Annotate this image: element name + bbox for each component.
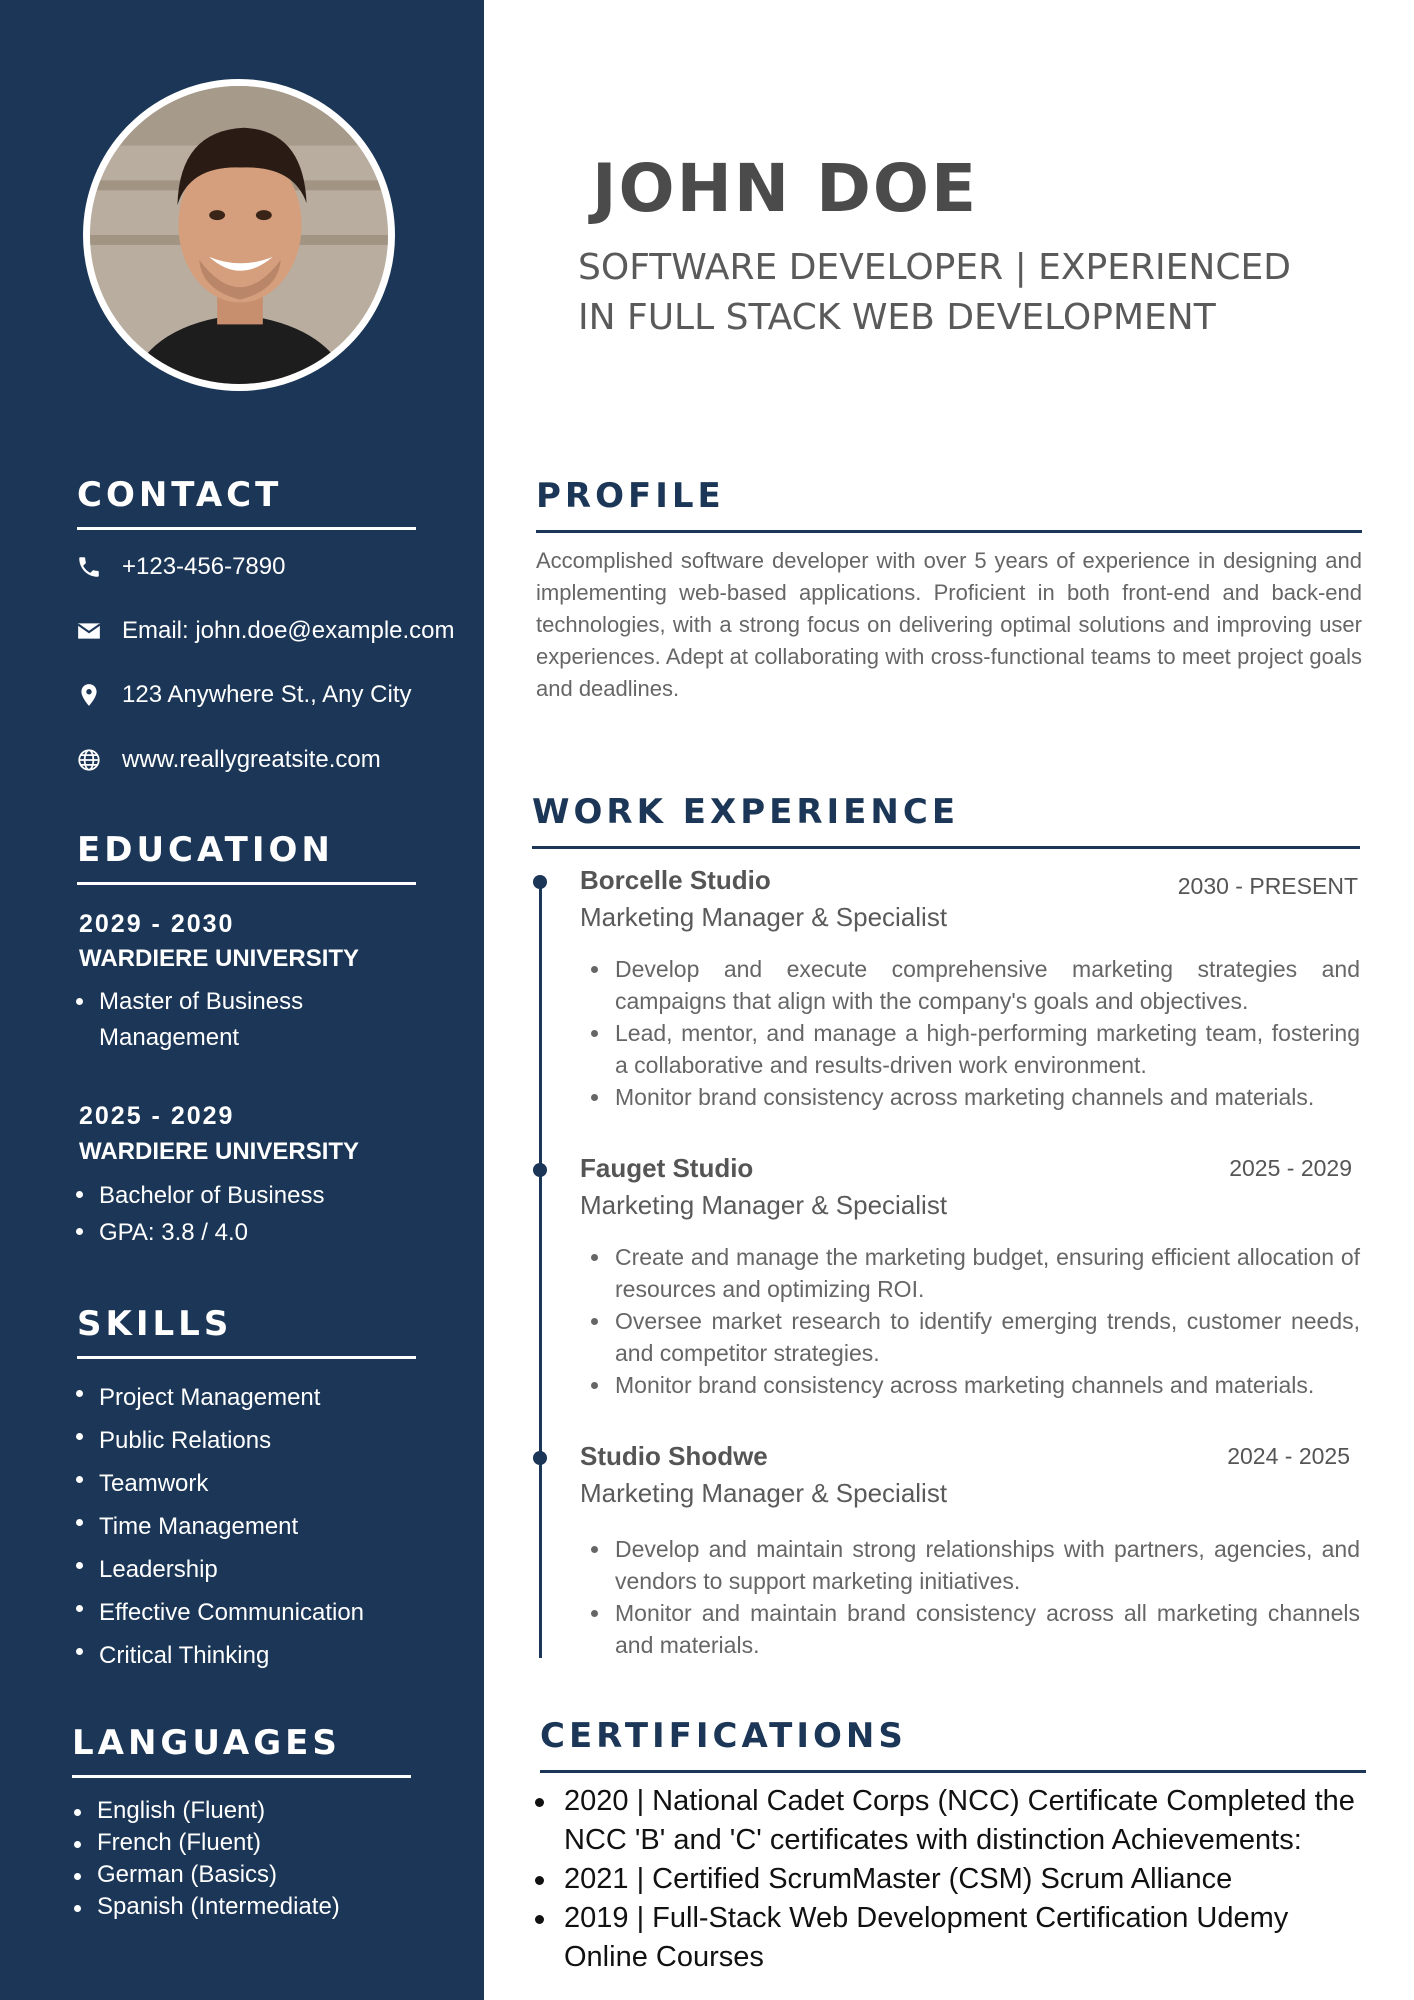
- list-item: Effective Communication: [76, 1591, 456, 1634]
- job-role: Marketing Manager & Specialist: [580, 1190, 948, 1220]
- list-item: Develop and maintain strong relationships with partners, agencies, and vendors to support marketing initiatives.: [588, 1533, 1360, 1597]
- job-role: Marketing Manager & Specialist: [580, 902, 948, 932]
- work-experience-heading: WORK EXPERIENCE: [532, 792, 1360, 849]
- page-title: JOHN DOE: [592, 150, 979, 227]
- job-date: 2025 - 2029: [1229, 1155, 1352, 1181]
- list-item: French (Fluent): [74, 1827, 454, 1859]
- languages-list: [74, 1795, 454, 1923]
- list-item: English (Fluent): [74, 1795, 454, 1827]
- profile-photo: [90, 86, 388, 384]
- education-details: [76, 984, 376, 1056]
- contact-address: [76, 681, 412, 709]
- list-item: Spanish (Intermediate): [74, 1891, 454, 1923]
- address-text: 123 Anywhere St., Any City: [122, 681, 412, 708]
- list-item: 2021 | Certified ScrumMaster (CSM) Scrum Alliance: [532, 1860, 1362, 1899]
- location-pin-icon: [76, 682, 102, 708]
- timeline-line: [539, 880, 542, 1658]
- skills-heading: SKILLS: [77, 1304, 416, 1359]
- job-title-line: IN FULL STACK WEB DEVELOPMENT: [578, 297, 1216, 338]
- list-item: Teamwork: [76, 1462, 456, 1505]
- profile-heading: PROFILE: [536, 476, 1362, 533]
- list-item: Develop and execute comprehensive marketing strategies and campaigns that align with the company's goals and objectives.: [588, 953, 1360, 1017]
- globe-icon: [76, 747, 102, 773]
- education-heading: EDUCATION: [77, 830, 416, 885]
- list-item: Monitor and maintain brand consistency across all marketing channels and materials.: [588, 1597, 1360, 1661]
- timeline-dot: [533, 875, 547, 889]
- list-item: Project Management: [76, 1376, 456, 1419]
- email-text: Email: john.doe@example.com: [122, 617, 455, 644]
- job-title-line: SOFTWARE DEVELOPER | EXPERIENCED: [578, 247, 1291, 288]
- list-item: German (Basics): [74, 1859, 454, 1891]
- website-text: www.reallygreatsite.com: [122, 746, 381, 773]
- list-item: Time Management: [76, 1505, 456, 1548]
- list-item: Lead, mentor, and manage a high-performing marketing team, fostering a collaborative and results-driven work environment.: [588, 1017, 1360, 1081]
- phone-text: +123-456-7890: [122, 553, 286, 580]
- languages-heading: LANGUAGES: [72, 1723, 411, 1778]
- list-item: Monitor brand consistency across marketing channels and materials.: [588, 1369, 1360, 1401]
- job-date: 2030 - PRESENT: [1177, 873, 1358, 899]
- contact-email: [76, 617, 455, 645]
- list-item: Public Relations: [76, 1419, 456, 1462]
- avatar: [83, 79, 395, 391]
- job-company: Studio Shodwe: [580, 1441, 768, 1471]
- skills-list: [76, 1376, 456, 1677]
- education-school: WARDIERE UNIVERSITY: [79, 1138, 360, 1165]
- sidebar: [0, 0, 484, 2000]
- timeline-dot: [533, 1163, 547, 1177]
- phone-icon: [76, 554, 102, 580]
- list-item: Critical Thinking: [76, 1634, 456, 1677]
- list-item: Master of Business Management: [76, 984, 376, 1056]
- contact-website: [76, 746, 381, 774]
- job-title: [578, 243, 1338, 343]
- list-item: Bachelor of Business: [76, 1177, 406, 1214]
- job-bullets: [588, 953, 1360, 1113]
- list-item: Oversee market research to identify emerging trends, customer needs, and competitor strategies.: [588, 1305, 1360, 1369]
- list-item: 2019 | Full-Stack Web Development Certification Udemy Online Courses: [532, 1899, 1362, 1977]
- job-bullets: [588, 1533, 1360, 1661]
- timeline-dot: [533, 1451, 547, 1465]
- certifications-list: [532, 1782, 1362, 1977]
- list-item: Create and manage the marketing budget, ensuring efficient allocation of resources and optimizing ROI.: [588, 1241, 1360, 1305]
- job-role: Marketing Manager & Specialist: [580, 1478, 948, 1508]
- mail-icon: [76, 618, 102, 644]
- job-date: 2024 - 2025: [1227, 1443, 1350, 1469]
- job-company: Borcelle Studio: [580, 865, 771, 895]
- list-item: GPA: 3.8 / 4.0: [76, 1214, 406, 1251]
- job-bullets: [588, 1241, 1360, 1401]
- contact-phone: [76, 553, 285, 581]
- education-years: 2029 - 2030: [79, 910, 235, 938]
- job-company: Fauget Studio: [580, 1153, 754, 1183]
- list-item: 2020 | National Cadet Corps (NCC) Certificate Completed the NCC 'B' and 'C' certificates with distinction Achievements:: [532, 1782, 1362, 1860]
- education-school: WARDIERE UNIVERSITY: [79, 945, 360, 972]
- profile-text: Accomplished software developer with over 5 years of experience in designing and implementing web-based applications. Proficient in both front-end and back-end technologies, with a strong focus on delivering optimal solutions and improving user experiences. Adept at collaborating with cross-functional teams to meet project goals and deadlines.: [536, 548, 1362, 701]
- contact-heading: CONTACT: [77, 475, 416, 530]
- education-years: 2025 - 2029: [79, 1102, 235, 1130]
- list-item: Leadership: [76, 1548, 456, 1591]
- list-item: Monitor brand consistency across marketing channels and materials.: [588, 1081, 1360, 1113]
- certifications-heading: CERTIFICATIONS: [540, 1716, 1366, 1773]
- education-details: [76, 1177, 406, 1251]
